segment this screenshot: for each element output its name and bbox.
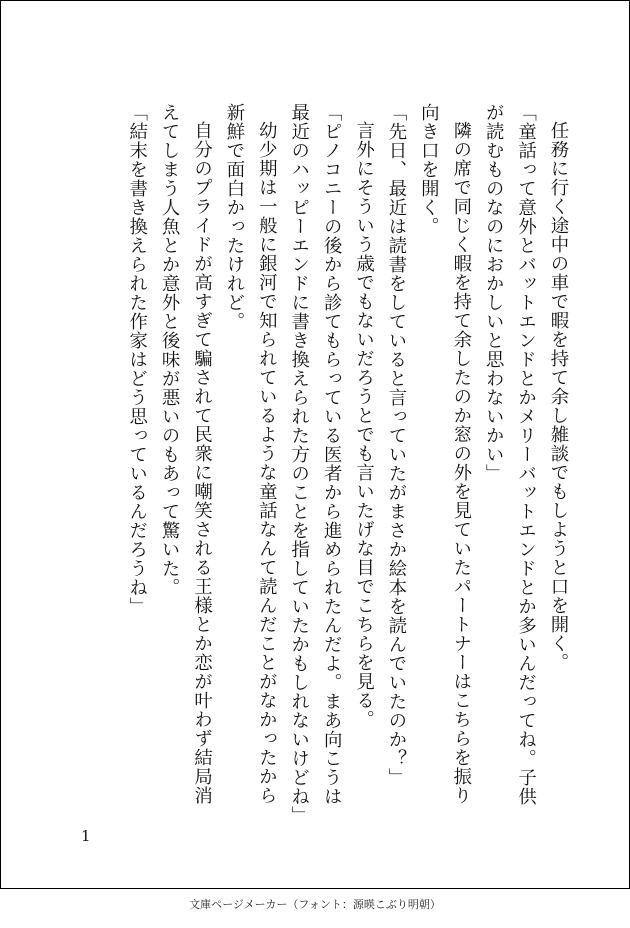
paragraph-9: 「結末を書き換えられた作家はどう思っているんだろうね」	[126, 103, 148, 616]
paragraph-6: 「ピノコニーの後から診てもらっている医者から進められたんだよ。まあ向こうは最近のハッピーエンドに書き換えられた方のことを指していたかもしれないけどね」	[288, 103, 343, 825]
paragraph-5: 言外にそういう歳でもないだろうとでも言いたげな目でこちらを見る。	[353, 121, 375, 730]
footer-credit: 文庫ページメーカー（フォント：源暎こぶり明朝）	[189, 898, 441, 911]
paragraph-1: 任務に行く途中の車で暇を持て余し雑談でもしようと口を開く。	[548, 121, 569, 673]
paragraph-3: 隣の席で同じく暇を持て余したのか窓の外を見ていたパートナーはこちらを振り向き口を開く。	[418, 103, 472, 806]
vertical-text-block	[120, 103, 574, 823]
page-number: 1	[81, 827, 91, 845]
paragraph-7: 幼少期は一般に銀河で知られているような童話なんて読んだことがなかったから新鮮で面白かったけれど。	[223, 103, 278, 806]
paragraph-4: 「先日、最近は読書をしていると言っていたがまさか絵本を読んでいたのか？」	[385, 103, 407, 787]
paragraph-8: 自分のプライドが高すぎて騙されて民衆に嘲笑される王様とか恋が叶わず結局消えてしまう人魚とか意外と後味が悪いのもあって驚いた。	[159, 103, 213, 806]
paragraph-2: 「童話って意外とバットエンドとかメリーバットエンドとか多いんだってね。子供が読むものなのにおかしいと思わないかい」	[483, 103, 537, 806]
